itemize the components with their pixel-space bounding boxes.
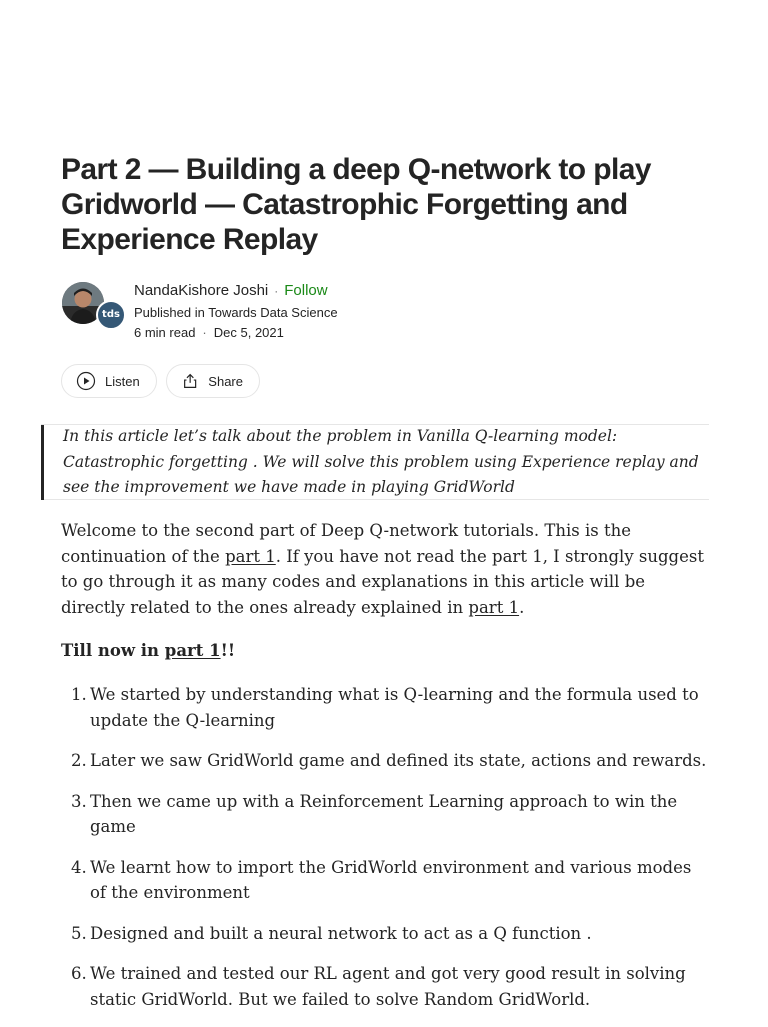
- quote-text: In this article let’s talk about the problem in Vanilla Q-learning model: Catastrophic forgetting . We will solve this problem using Experience replay and see the improvement we have made in playing GridWorld: [63, 427, 699, 496]
- read-time: 6 min read: [134, 325, 196, 340]
- share-button[interactable]: [166, 364, 260, 398]
- intro-paragraph: Welcome to the second part of Deep Q-network tutorials. This is the continuation of the part 1. If you have not read the part 1, I strongly suggest to go through it as many codes and explanations in this article will be directly related to the ones already explained in part 1.: [61, 521, 704, 617]
- share-label: Share: [208, 373, 243, 389]
- article-title: Part 2 — Building a deep Q-network to play Gridworld — Catastrophic Forgetting and Experience Replay: [61, 153, 651, 256]
- till-now-heading: Till now in part 1!!: [61, 641, 236, 660]
- share-icon: [181, 371, 199, 391]
- author-row: [61, 280, 709, 344]
- pull-quote: [41, 424, 709, 500]
- list-item: 6. We trained and tested our RL agent and got very good result in solving static GridWorld. But we failed to solve Random GridWorld.: [71, 964, 686, 1009]
- list-item: 1. We started by understanding what is Q-learning and the formula used to update the Q-learning: [71, 685, 699, 730]
- listen-label: Listen: [105, 373, 140, 389]
- separator-dot: ·: [202, 325, 207, 340]
- publish-date: Dec 5, 2021: [213, 325, 284, 340]
- author-meta: [134, 280, 338, 343]
- part1-link[interactable]: part 1: [225, 546, 276, 566]
- list-item: 2. Later we saw GridWorld game and defined its state, actions and rewards.: [71, 751, 707, 770]
- quote-bar: [41, 425, 44, 500]
- summary-list: [61, 682, 709, 1027]
- author-name[interactable]: NandaKishore Joshi: [134, 282, 269, 299]
- publication-name[interactable]: Towards Data Science: [208, 305, 338, 320]
- list-item: 5. Designed and built a neural network to act as a Q function .: [71, 923, 592, 943]
- publication-badge[interactable]: tds: [96, 300, 126, 330]
- list-item: 3. Then we came up with a Reinforcement Learning approach to win the game: [71, 791, 678, 836]
- list-item: 4. We learnt how to import the GridWorld environment and various modes of the environment: [71, 857, 692, 902]
- separator-dot: ·: [274, 284, 279, 298]
- part1-link[interactable]: part 1: [468, 597, 520, 617]
- follow-button[interactable]: Follow: [284, 282, 328, 299]
- play-circle-icon: [76, 371, 96, 391]
- listen-button[interactable]: [61, 364, 157, 398]
- published-in-label: Published in: [134, 305, 205, 320]
- part1-link[interactable]: part 1: [164, 641, 221, 660]
